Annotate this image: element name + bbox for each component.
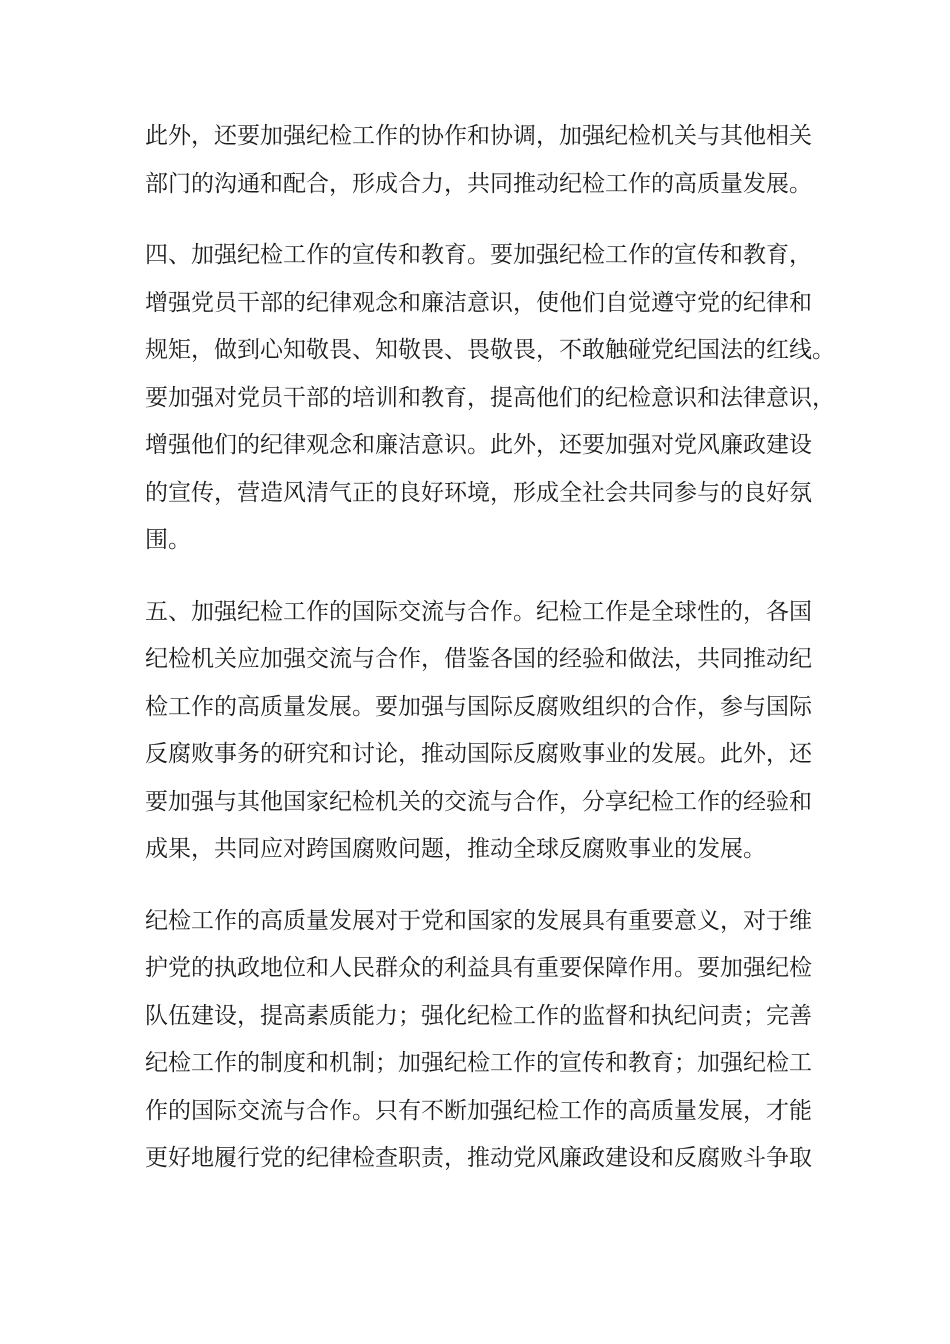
text-line: 部门的沟通和配合，形成合力，共同推动纪检工作的高质量发展。 <box>145 170 812 197</box>
document-body <box>145 113 835 1207</box>
text-line: 的宣传，营造风清气正的良好环境，形成全社会共同参与的良好氛 <box>145 479 812 506</box>
text-line: 队伍建设，提高素质能力；强化纪检工作的监督和执纪问责；完善 <box>145 1002 812 1029</box>
text-line: 增强他们的纪律观念和廉洁意识。此外，还要加强对党风廉政建设 <box>145 432 812 458</box>
paragraph-section-four <box>145 232 835 565</box>
text-line: 四、加强纪检工作的宣传和教育。要加强纪检工作的宣传和教育， <box>145 242 812 268</box>
text-line: 纪检工作的高质量发展对于党和国家的发展具有重要意义，对于维 <box>145 907 812 934</box>
text-line: 更好地履行党的纪律检查职责，推动党风廉政建设和反腐败斗争取 <box>145 1145 812 1171</box>
text-line: 要加强对党员干部的培训和教育，提高他们的纪检意识和法律意识， <box>145 384 835 411</box>
text-line: 纪检工作的制度和机制；加强纪检工作的宣传和教育；加强纪检工 <box>145 1050 812 1076</box>
text-line: 反腐败事务的研究和讨论，推动国际反腐败事业的发展。此外，还 <box>145 741 812 767</box>
paragraph-conclusion <box>145 898 825 1183</box>
text-line: 护党的执政地位和人民群众的利益具有重要保障作用。要加强纪检 <box>145 955 812 981</box>
paragraph-coordination <box>145 113 825 208</box>
text-line: 增强党员干部的纪律观念和廉洁意识，使他们自觉遵守党的纪律和 <box>145 289 812 316</box>
text-line: 规矩，做到心知敬畏、知敬畏、畏敬畏，不敢触碰党纪国法的红线。 <box>145 337 835 363</box>
text-line: 围。 <box>145 527 191 553</box>
text-line: 检工作的高质量发展。要加强与国际反腐败组织的合作，参与国际 <box>145 693 812 720</box>
text-line: 五、加强纪检工作的国际交流与合作。纪检工作是全球性的，各国 <box>145 598 812 625</box>
text-line: 要加强与其他国家纪检机关的交流与合作，分享纪检工作的经验和 <box>145 788 812 815</box>
text-line: 作的国际交流与合作。只有不断加强纪检工作的高质量发展，才能 <box>145 1097 812 1124</box>
paragraph-section-five <box>145 589 825 874</box>
text-line: 成果，共同应对跨国腐败问题，推动全球反腐败事业的发展。 <box>145 836 766 862</box>
text-line: 纪检机关应加强交流与合作，借鉴各国的经验和做法，共同推动纪 <box>145 646 812 672</box>
text-line: 此外，还要加强纪检工作的协作和协调，加强纪检机关与其他相关 <box>145 123 812 149</box>
